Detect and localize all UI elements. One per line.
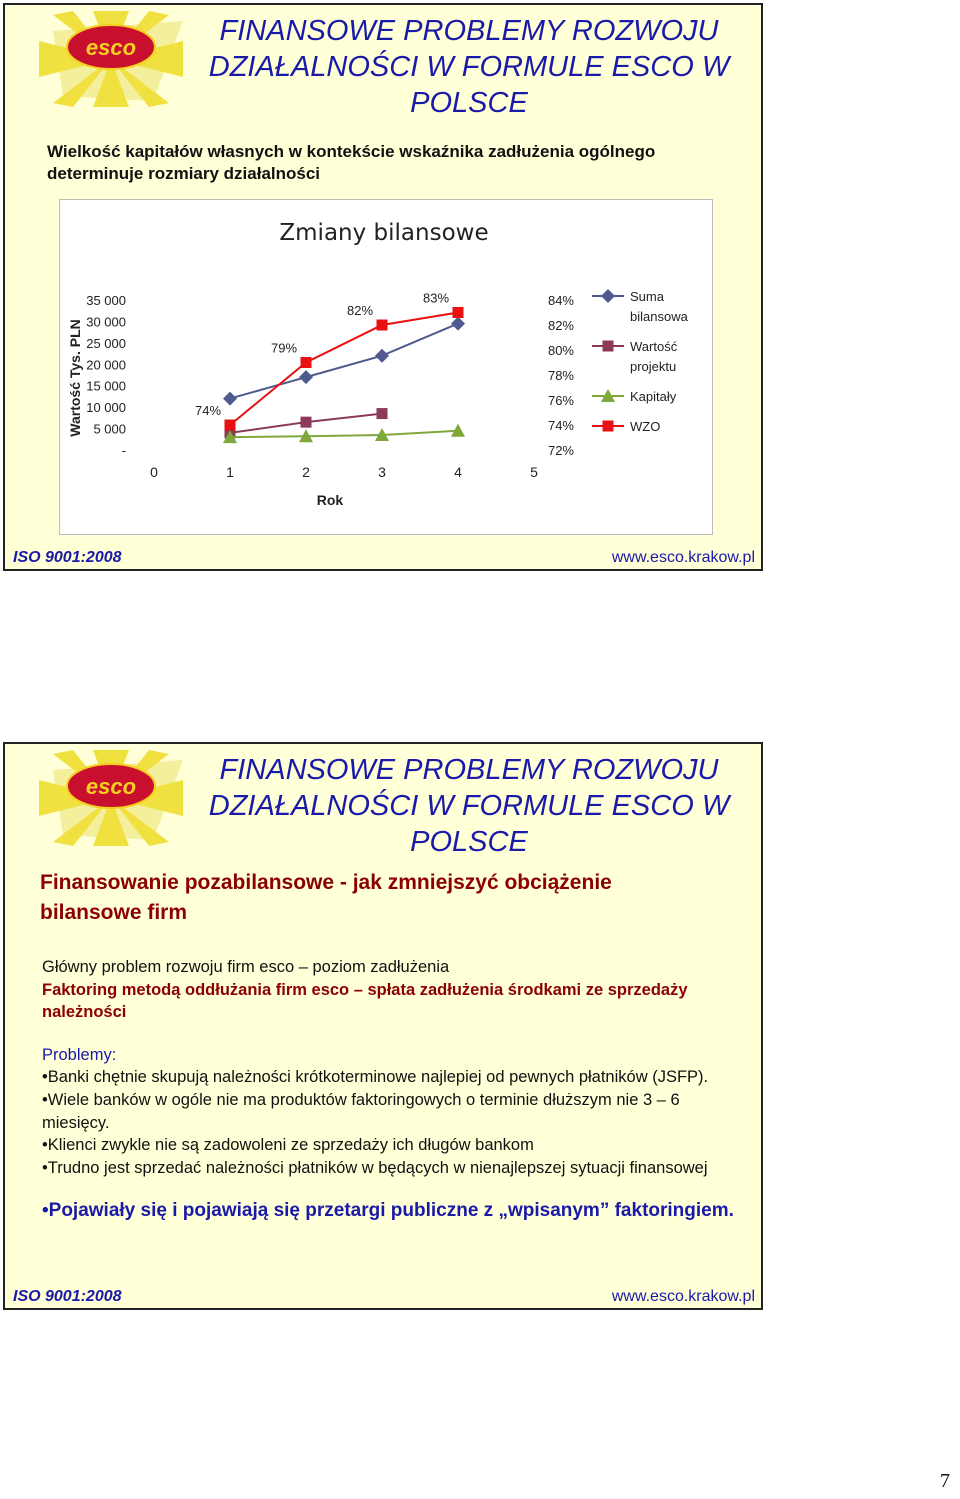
data-point (301, 357, 312, 368)
esco-logo (33, 11, 189, 107)
y-right-tick-label: 76% (547, 393, 574, 408)
y-left-tick-label: 5 000 (93, 421, 126, 437)
y-right-tick-label: 78% (547, 368, 574, 383)
data-point (377, 320, 388, 331)
problems-heading: Problemy: (42, 1045, 117, 1064)
y-left-tick-label: 35 000 (86, 293, 126, 308)
data-point (603, 421, 614, 432)
x-axis-label: Rok (316, 492, 344, 508)
y-right-tick-label: 74% (547, 418, 574, 433)
data-point (601, 289, 615, 303)
slide-subtitle: Finansowanie pozabilansowe - jak zmniejszyć obciążenie bilansowe firm (40, 871, 612, 924)
bullet-item: •Wiele banków w ogóle nie ma produktów faktoringowych o terminie dłuższym nie 3 – 6 miesięcy. (42, 1090, 680, 1132)
y-left-tick-label: 20 000 (86, 357, 126, 373)
data-point (377, 408, 388, 419)
y-left-tick-label: 10 000 (86, 400, 126, 416)
data-point (451, 317, 465, 331)
chart-panel (59, 199, 713, 535)
legend-label: WZO (630, 419, 661, 434)
data-label: 79% (270, 340, 298, 356)
data-point (453, 307, 464, 318)
x-tick-label: 5 (530, 464, 538, 480)
bullet-item: •Trudno jest sprzedać należności płatników w będących w nienajlepszej sytuacji finansowej (42, 1158, 708, 1177)
legend-label: projektu (630, 359, 677, 374)
data-point (301, 417, 312, 428)
slide-body (42, 956, 742, 1223)
y-right-tick-label: 84% (547, 293, 574, 308)
y-left-tick-label: - (121, 443, 126, 458)
body-line-factoring: Faktoring metodą oddłużania firm esco – spłata zadłużenia środkami ze sprzedaży należności (42, 980, 688, 1022)
legend-label: Suma (630, 289, 664, 304)
slide-title: FINANSOWE PROBLEMY ROZWOJU DZIAŁALNOŚCI W FORMULE ESCO W POLSCE (208, 754, 730, 858)
footer-iso: ISO 9001:2008 (13, 1288, 122, 1305)
series-line (230, 431, 458, 437)
y-axis-label: Wartość Tys. PLN (67, 319, 83, 437)
y-left-tick-label: 25 000 (86, 335, 126, 351)
legend-label: Wartość (630, 339, 678, 354)
footer-url[interactable]: www.esco.krakow.pl (611, 549, 755, 566)
series-line (230, 313, 458, 426)
esco-logo (33, 750, 189, 846)
legend-label: Kapitały (630, 389, 677, 404)
y-right-tick-label: 72% (547, 443, 574, 458)
body-line-problem: Główny problem rozwoju firm esco – poziom zadłużenia (42, 958, 450, 976)
legend-label: bilansowa (630, 309, 688, 324)
x-tick-label: 0 (150, 464, 158, 480)
data-label: 83% (422, 290, 450, 306)
data-point (225, 420, 236, 431)
slide-1 (3, 3, 763, 571)
data-point (375, 349, 389, 363)
x-tick-label: 1 (226, 464, 234, 480)
logo-text: esco (85, 35, 137, 60)
y-left-tick-label: 30 000 (86, 314, 126, 330)
y-left-tick-label: 15 000 (86, 378, 126, 394)
y-right-tick-label: 82% (547, 318, 574, 333)
y-right-tick-label: 80% (547, 343, 574, 358)
line-chart (60, 200, 712, 534)
data-point (603, 341, 614, 352)
data-label: 82% (346, 303, 374, 318)
slide-subtitle: Wielkość kapitałów własnych w kontekście wskaźnika zadłużenia ogólnego determinuje rozmiary działalności (47, 142, 656, 183)
series-line (230, 324, 458, 399)
page-number: 7 (940, 1470, 950, 1492)
bullet-item: •Banki chętnie skupują należności krótkoterminowe najlepiej od pewnych płatników (JSFP). (42, 1068, 709, 1087)
chart-title: Zmiany bilansowe (279, 220, 489, 246)
x-tick-label: 4 (454, 464, 462, 480)
x-tick-label: 3 (378, 464, 386, 480)
bullet-item: •Klienci zwykle nie są zadowoleni ze sprzedaży ich długów bankom (42, 1136, 534, 1155)
data-point (299, 370, 313, 384)
slide-title: FINANSOWE PROBLEMY ROZWOJU DZIAŁALNOŚCI W FORMULE ESCO W POLSCE (208, 15, 730, 119)
data-label: 74% (194, 403, 222, 418)
footer-iso: ISO 9001:2008 (13, 549, 122, 566)
logo-text: esco (85, 774, 137, 799)
footer-url[interactable]: www.esco.krakow.pl (611, 1288, 755, 1305)
x-tick-label: 2 (302, 464, 310, 480)
data-point (223, 392, 237, 406)
final-bullet: •Pojawiały się i pojawiają się przetargi publiczne z „wpisanym” faktoringiem. (42, 1200, 734, 1222)
